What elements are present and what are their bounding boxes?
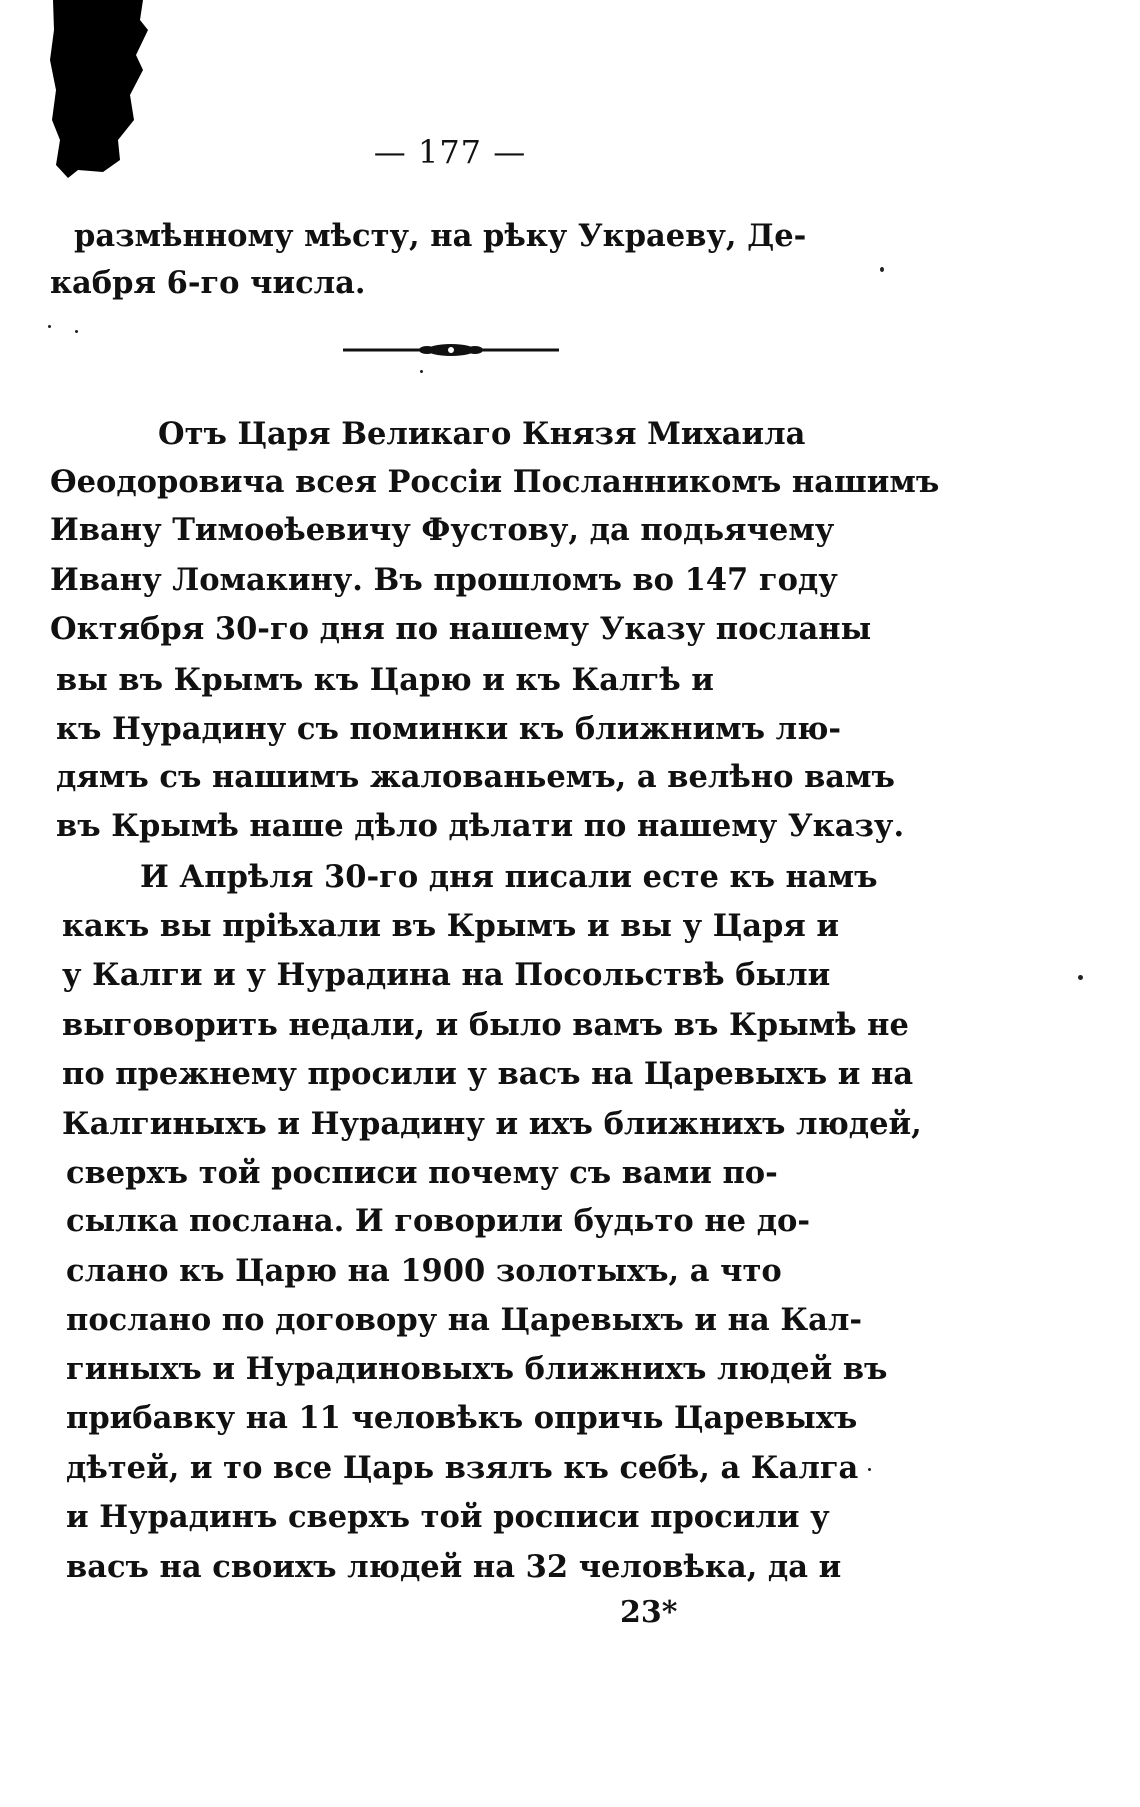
text-line-11: какъ вы пріѣхали въ Крымъ и вы у Царя и <box>62 908 840 944</box>
text-line-23: и Нурадинъ сверхъ той росписи просили у <box>66 1499 830 1535</box>
speck-1 <box>880 267 884 272</box>
text-line-7: къ Нурадину съ поминки къ ближнимъ лю- <box>56 711 842 747</box>
text-line-10: И Апрѣля 30-го дня писали есте къ намъ <box>140 859 878 895</box>
text-line-5: Октября 30-го дня по нашему Указу посланы <box>50 611 872 647</box>
text-line-21: прибавку на 11 человѣкъ опричь Царевыхъ <box>66 1400 858 1436</box>
text-line-16: сверхъ той росписи почему съ вами по- <box>66 1155 778 1191</box>
text-line-9: въ Крымѣ наше дѣло дѣлати по нашему Указу. <box>56 808 905 844</box>
text-line-14: по прежнему просили у васъ на Царевыхъ и на <box>62 1056 914 1092</box>
text-line-3: Ивану Тимоѳѣевичу Фустову, да подьячему <box>50 512 835 548</box>
text-line-15: Калгиныхъ и Нурадину и ихъ ближнихъ людей, <box>62 1106 922 1142</box>
text-line-17: сылка послана. И говорили будьто не до- <box>66 1203 811 1239</box>
text-line-1: Отъ Царя Великаго Князя Михаила <box>158 416 806 452</box>
text-line-12: у Калги и у Нурадина на Посольствѣ были <box>62 957 831 993</box>
speck-3 <box>1078 975 1083 980</box>
continuation-line-2: кабря 6-го числа. <box>50 265 366 301</box>
speck-5 <box>75 330 78 333</box>
text-line-13: выговорить недали, и было вамъ въ Крымѣ не <box>62 1007 909 1043</box>
continuation-line-1-text: размѣнному мѣсту, на рѣку Украеву, Де- <box>74 218 807 254</box>
text-line-22: дѣтей, и то все Царь взялъ къ себѣ, а Калга <box>66 1450 859 1486</box>
ornament-divider <box>343 343 559 357</box>
text-line-6: вы въ Крымъ къ Царю и къ Калгѣ и <box>56 662 714 698</box>
speck-6 <box>868 1468 871 1471</box>
continuation-line-1 <box>74 218 836 254</box>
speck-2 <box>420 370 423 373</box>
text-line-20: гиныхъ и Нурадиновыхъ ближнихъ людей въ <box>66 1351 888 1387</box>
text-line-4: Ивану Ломакину. Въ прошломъ во 147 году <box>50 562 838 598</box>
text-line-2: Ѳеодоровича всея Россіи Посланникомъ нашимъ <box>50 464 940 500</box>
speck-4 <box>48 325 51 328</box>
text-line-19: послано по договору на Царевыхъ и на Кал- <box>66 1302 863 1338</box>
signature-mark: 23* <box>620 1595 678 1630</box>
text-line-18: слано къ Царю на 1900 золотыхъ, а что <box>66 1253 782 1289</box>
text-line-24: васъ на своихъ людей на 32 человѣка, да и <box>66 1549 842 1585</box>
page-number: — 177 — <box>373 133 527 171</box>
text-line-8: дямъ съ нашимъ жалованьемъ, а велѣно вамъ <box>56 759 895 795</box>
